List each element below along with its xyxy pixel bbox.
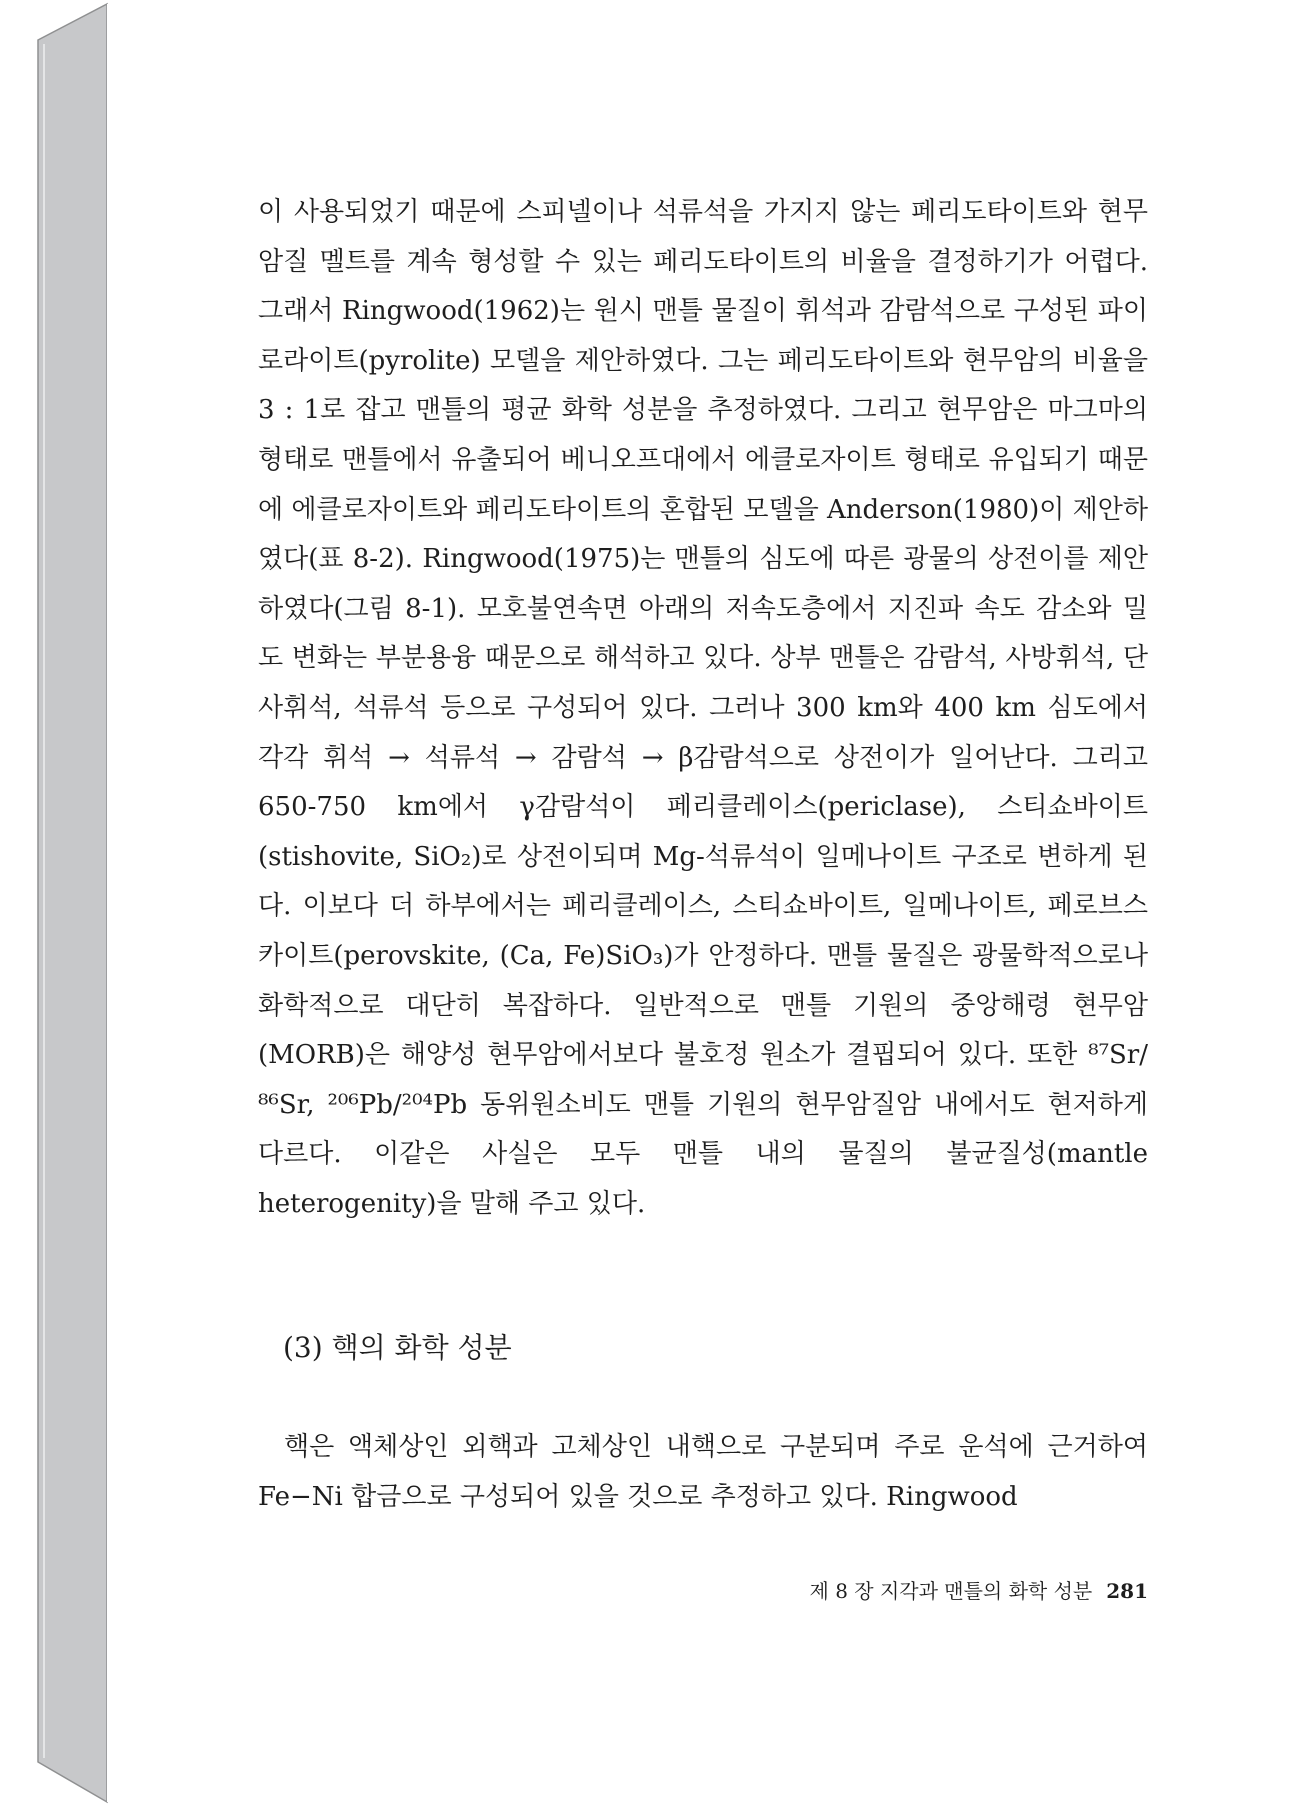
core-text xyxy=(258,1423,1148,1522)
chapter-title: 제 8 장 지각과 맨틀의 화학 성분 xyxy=(809,1579,1093,1603)
body-text xyxy=(258,188,1148,1229)
section-heading: (3) 핵의 화학 성분 xyxy=(283,1331,512,1364)
page-footer xyxy=(756,1576,1148,1606)
paragraph-core-composition: 핵은 액체상인 외핵과 고체상인 내핵으로 구분되며 주로 운석에 근거하여 Fe−Ni 합금으로 구성되어 있을 것으로 추정하고 있다. Ringwood xyxy=(258,1432,1148,1512)
page-number: 281 xyxy=(1106,1579,1148,1603)
paragraph-mantle-composition: 이 사용되었기 때문에 스피넬이나 석류석을 가지지 않는 페리도타이트와 현무암질 멜트를 계속 형성할 수 있는 페리도타이트의 비율을 결정하기가 어렵다. 그래서 Ringwood(1962)는 원시 맨틀 물질이 휘석과 감람석으로 구성된 파이로라이트(pyrolite) 모델을 제안하였다. 그는 페리도타이트와 현무암의 비율을 3 : 1로 잡고 맨틀의 평균 화학 성분을 추정하였다. 그리고 현무암은 마그마의 형태로 맨틀에서 유출되어 베니오프대에서 에클로자이트 형태로 유입되기 때문에 에클로자이트와 페리도타이트의 혼합된 모델을 Anderson(1980)이 제안하였다(표 8-2). Ringwood(1975)는 맨틀의 심도에 따른 광물의 상전이를 제안하였다(그림 8-1). 모호불연속면 아래의 저속도층에서 지진파 속도 감소와 밀도 변화는 부분용융 때문으로 해석하고 있다. 상부 맨틀은 감람석, 사방휘석, 단사휘석, 석류석 등으로 구성되어 있다. 그러나 300 km와 400 km 심도에서 각각 휘석 → 석류석 → 감람석 → β감람석으로 상전이가 일어난다. 그리고 650-750 km에서 γ감람석이 페리클레이스(periclase), 스티쇼바이트(stishovite, SiO₂)로 상전이되며 Mg-석류석이 일메나이트 구조로 변하게 된다. 이보다 더 하부에서는 페리클레이스, 스티쇼바이트, 일메나이트, 페로브스카이트(perovskite, (Ca, Fe)SiO₃)가 안정하다. 맨틀 물질은 광물학적으로나 화학적으로 대단히 복잡하다. 일반적으로 맨틀 기원의 중앙해령 현무암(MORB)은 해양성 현무암에서보다 불호정 원소가 결핍되어 있다. 또한 ⁸⁷Sr/⁸⁶Sr, ²⁰⁶Pb/²⁰⁴Pb 동위원소비도 맨틀 기원의 현무암질암 내에서도 현저하게 다르다. 이같은 사실은 모두 맨틀 내의 물질의 불균질성(mantle heterogenity)을 말해 주고 있다. xyxy=(258,197,1148,1219)
